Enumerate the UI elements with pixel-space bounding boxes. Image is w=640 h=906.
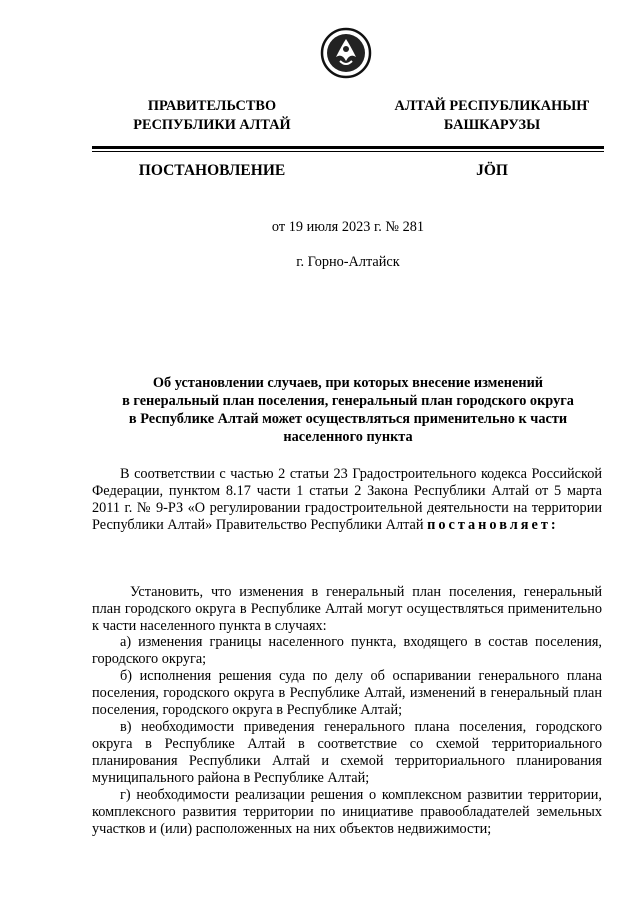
document-date-number: от 19 июля 2023 г. № 281 xyxy=(271,219,425,235)
preamble-paragraph xyxy=(92,466,602,534)
doc-type-russian: ПОСТАНОВЛЕНИЕ xyxy=(138,162,286,179)
issuer-name-line: ПРАВИТЕЛЬСТВО xyxy=(147,98,277,114)
issuer-name-altai xyxy=(372,97,612,135)
republic-emblem-icon xyxy=(320,27,372,79)
preamble-text: В соответствии с частью 2 статьи 23 Градостроительного кодекса Российской Федерации, пунктом 8.17 части 1 статьи 2 Закона Республики Алтай от 5 марта 2011 г. № 9-РЗ «О регулировании градостроительной деятельности на территории Республики Алтай» Правительство Республики Алтай xyxy=(92,466,602,533)
document-city: г. Горно-Алтайск xyxy=(296,254,400,270)
title-line: Об установлении случаев, при которых внесение изменений xyxy=(152,375,544,391)
title-line: в генеральный план поселения, генеральный план городского округа xyxy=(122,393,574,409)
item-b-paragraph: б) исполнения решения суда по делу об оспаривании генерального плана поселения, городского округа в Республике Алтай, изменений в генеральный план поселения, городского округа в Республике Алтай; xyxy=(92,668,602,718)
doc-type-altai: JÖП xyxy=(476,162,508,179)
header-rule-thick xyxy=(92,146,604,149)
title-line: населенного пункта xyxy=(283,429,413,445)
item-g-paragraph: г) необходимости реализации решения о комплексном развитии территории, комплексного развития территории по инициативе правообладателей земельных участков и (или) расположенных на них объектов недвижимости; xyxy=(92,787,602,837)
item-intro-paragraph: Установить, что изменения в генеральный план поселения, генеральный план городского округа в Республике Алтай могут осуществляться применительно к части населенного пункта в случаях: xyxy=(92,584,602,634)
item-a-paragraph: а) изменения границы населенного пункта, входящего в состав поселения, городского округа; xyxy=(92,634,602,667)
title-line: в Республике Алтай может осуществляться применительно к части xyxy=(128,411,568,427)
issuer-name-line: РЕСПУБЛИКИ АЛТАЙ xyxy=(133,117,291,133)
header-rule-thin xyxy=(92,151,604,152)
decree-word: постановляет: xyxy=(427,517,559,533)
issuer-name-russian xyxy=(112,97,312,135)
issuer-name-line: АЛТАЙ РЕСПУБЛИКАНЫҤ xyxy=(394,98,590,114)
issuer-name-line: БАШКАРУЗЫ xyxy=(443,117,541,133)
item-v-paragraph: в) необходимости приведения генерального плана поселения, городского округа в Республике Алтай в соответствие со схемой территориального планирования Республики Алтай и схемой территориального планирования муниципального района в Республике Алтай; xyxy=(92,719,602,786)
document-title xyxy=(100,374,596,446)
